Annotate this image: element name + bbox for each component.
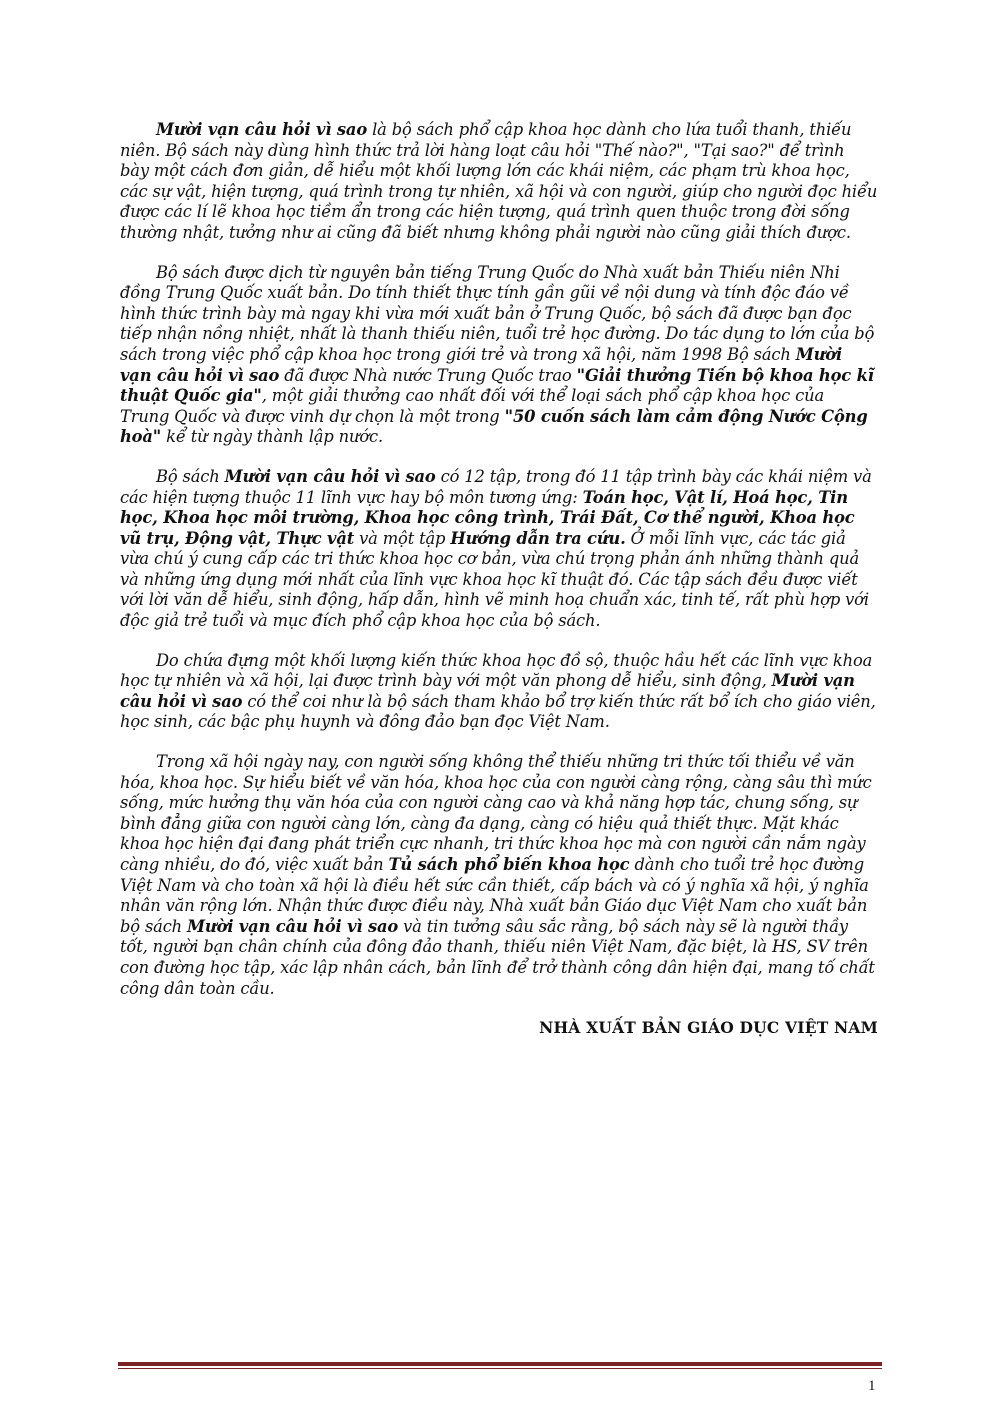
- paragraph-text: Trong xã hội ngày nay, con người sống không thể thiếu những tri thức tối thiểu về văn hóa, khoa học. Sự hiểu biết về văn hóa, khoa học của con người càng rộng, càng sâu thì mức sống, mức hưởng thụ văn hóa của con người càng cao và khả năng hợp tác, chung sống, sự bình đẳng giữa con người càng lớn, càng đa dạng, càng có hiệu quả thiết thực. Mặt khác khoa học hiện đại đang phát triển cực nhanh, tri thức khoa học mà con người cần nắm ngày càng nhiều, do đó, việc xuất bản: [120, 752, 872, 874]
- paragraph-text: đã được Nhà nước Trung Quốc trao: [279, 365, 577, 385]
- subject-list: Toán học, Vật lí, Hoá học, Tin học, Khoa học môi trường, Khoa học công trình, Trái Đất, Cơ thể người, Khoa học vũ trụ, Động vật, Thực vật: [120, 487, 855, 548]
- paragraph-text: có 12 tập, trong đó 11 tập trình bày các khái niệm và các hiện tượng thuộc 11 lĩnh vực hay bộ môn tương ứng:: [120, 466, 872, 507]
- footer-rule-thin: [118, 1368, 882, 1369]
- paragraph-text: Ở mỗi lĩnh vực, các tác giả vừa chú ý cung cấp các tri thức khoa học cơ bản, vừa chú trọng phản ánh những thành quả và những ứng dụng mới nhất của lĩnh vực khoa học kĩ thuật đó. Các tập sách đều được viết với lời văn dễ hiểu, sinh động, hấp dẫn, hình vẽ minh hoạ chuẩn xác, tinh tế, rất phù hợp với độc giả trẻ tuổi và mục đích phổ cập khoa học của bộ sách.: [120, 528, 869, 631]
- paragraph-text: là bộ sách phổ cập khoa học dành cho lứa tuổi thanh, thiếu niên. Bộ sách này dùng hình thức trả lời hàng loạt câu hỏi "Thế nào?", "Tại sao?" để trình bày một cách đơn giản, dễ hiểu một khối lượng lớn các khái niệm, các phạm trù khoa học, các sự vật, hiện tượng, quá trình trong tự nhiên, xã hội và con người, giúp cho người đọc hiểu được các lí lẽ khoa học tiềm ẩn trong các hiện tượng, quá trình quen thuộc trong đời sống thường nhật, tưởng như ai cũng đã biết nhưng không phải người nào cũng giải thích được.: [120, 120, 878, 242]
- series-title: Tủ sách phổ biến khoa học: [388, 855, 630, 874]
- book-title: Mười vạn câu hỏi vì sao: [120, 344, 843, 385]
- paragraph-text: Bộ sách được dịch từ nguyên bản tiếng Trung Quốc do Nhà xuất bản Thiếu niên Nhi đồng Trung Quốc xuất bản. Do tính thiết thực tính gần gũi về nội dung và tính độc đáo về hình thức trình bày mà ngay khi vừa mới xuất bản ở Trung Quốc, bộ sách đã được bạn đọc tiếp nhận nồng nhiệt, nhất là thanh thiếu niên, tuổi trẻ học đường. Do tác dụng to lớn của bộ sách trong việc phổ cập khoa học trong giới trẻ và trong xã hội, năm 1998 Bộ sách: [120, 262, 875, 364]
- paragraph-2: [120, 263, 878, 448]
- publisher-signature: NHÀ XUẤT BẢN GIÁO DỤC VIỆT NAM: [539, 1018, 878, 1038]
- paragraph-text: dành cho tuổi trẻ học đường Việt Nam và cho toàn xã hội là điều hết sức cần thiết, cấp bách và có ý nghĩa xã hội, ý nghĩa nhân văn rộng lớn. Nhận thức được điều này, Nhà xuất bản Giáo dục Việt Nam cho xuất bản bộ sách: [120, 855, 869, 936]
- paragraph-text: kể từ ngày thành lập nước.: [161, 427, 383, 447]
- paragraph-text: và một tập: [354, 528, 451, 548]
- paragraph-text: có thể coi như là bộ sách tham khảo bổ trợ kiến thức rất bổ ích cho giáo viên, học sinh, các bậc phụ huynh và đông đảo bạn đọc Việt Nam.: [120, 691, 876, 732]
- book-title: Mười vạn câu hỏi vì sao: [224, 466, 436, 486]
- award-name: "Giải thưởng Tiến bộ khoa học kĩ thuật Quốc gia": [120, 365, 874, 406]
- document-body: [120, 120, 878, 1037]
- honor-name: "50 cuốn sách làm cảm động Nước Cộng hoà": [120, 406, 868, 447]
- paragraph-5: [120, 752, 878, 999]
- paragraph-text: và tin tưởng sâu sắc rằng, bộ sách này sẽ là người thầy tốt, người bạn chân chính của đông đảo thanh, thiếu niên Việt Nam, đặc biệt, là HS, SV trên con đường học tập, xác lập nhân cách, bản lĩnh để trở thành công dân hiện đại, mang tố chất công dân toàn cầu.: [120, 916, 875, 998]
- paragraph-text: Bộ sách: [156, 466, 225, 486]
- book-title: Mười vạn câu hỏi vì sao: [120, 671, 855, 711]
- paragraph-3: [120, 467, 878, 632]
- paragraph-4: [120, 651, 878, 733]
- paragraph-text: , một giải thưởng cao nhất đối với thể loại sách phổ cập khoa học của Trung Quốc và được vinh dự chọn là một trong: [120, 386, 825, 426]
- index-volume-title: Hướng dẫn tra cứu.: [450, 528, 626, 548]
- page-number: 1: [868, 1378, 876, 1394]
- paragraph-text: Do chứa đựng một khối lượng kiến thức khoa học đồ sộ, thuộc hầu hết các lĩnh vực khoa học tự nhiên và xã hội, lại được trình bày với một văn phong dễ hiểu, sinh động,: [120, 650, 873, 691]
- footer-rule: [118, 1362, 882, 1366]
- book-title: Mười vạn câu hỏi vì sao: [187, 916, 399, 936]
- book-title: Mười vạn câu hỏi vì sao: [156, 120, 368, 139]
- paragraph-1: [120, 120, 878, 244]
